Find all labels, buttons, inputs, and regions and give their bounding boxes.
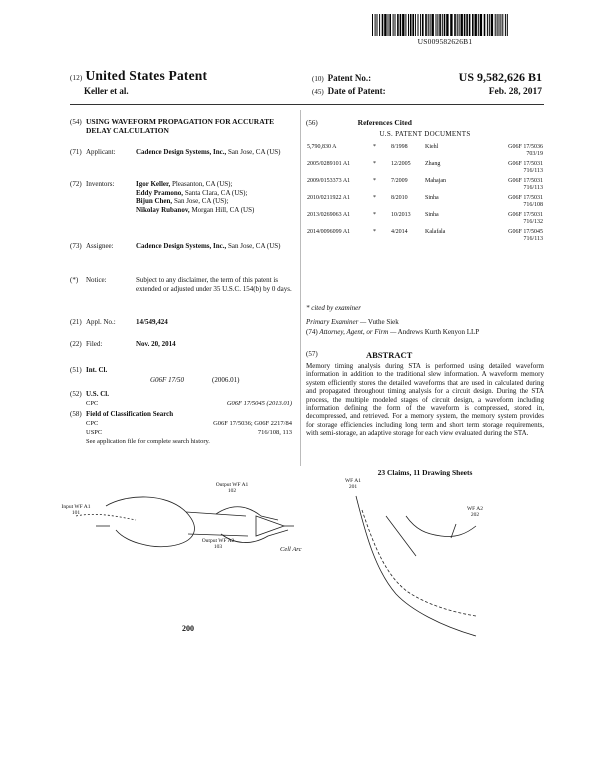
drawing-svg [56, 476, 546, 654]
appl-number: 14/549,424 [136, 318, 168, 326]
reference-row [306, 144, 544, 161]
waveform-curve-3 [406, 516, 476, 537]
field-uspc-prefix: USPC [86, 429, 103, 436]
inventor-3-location: San Jose, CA (US); [173, 197, 229, 206]
right-wf-a1-ref: 201 [348, 484, 358, 490]
claims-summary: 23 Claims, 11 Drawing Sheets [377, 468, 473, 477]
reference-class-main: G06F 17/5031 [508, 195, 543, 201]
barcode-bar [415, 14, 416, 36]
barcode-bar [499, 14, 500, 36]
references-heading [306, 118, 544, 127]
barcode-bar [432, 14, 434, 36]
examiner-name: Vuthe Siek [367, 318, 399, 326]
reference-name: Sinha [425, 195, 439, 201]
barcode-bar [454, 14, 456, 36]
refs-title: References Cited [357, 118, 412, 127]
reference-class-sub: 716/108 [523, 202, 543, 208]
barcode-bar [439, 14, 441, 36]
barcode-bar [466, 14, 468, 36]
abstract-code: (57) [306, 350, 318, 358]
reference-name: Mahajan [425, 178, 446, 184]
barcode-bar [478, 14, 479, 36]
output-waveform-1 [216, 507, 278, 520]
field-note: See application file for complete search history. [86, 438, 210, 445]
intcl-date: (2006.01) [212, 376, 240, 384]
header-rule [70, 104, 544, 105]
reference-class-main: G06F 17/5031 [508, 161, 543, 167]
inventor-short-name: Keller et al. [84, 86, 129, 96]
field-code: (58) [70, 410, 82, 418]
attorney-code: (74) [306, 328, 318, 336]
country-text: United States Patent [85, 68, 208, 83]
barcode-bar [450, 14, 452, 36]
figure-reference-number: 200 [182, 624, 194, 633]
field-uspc-row [86, 429, 292, 436]
reference-class-main: G06F 17/5045 [508, 229, 543, 235]
field-of-search [70, 410, 292, 419]
reference-name: Kalafala [425, 229, 446, 235]
barcode-bar [459, 14, 460, 36]
assignee-value [136, 242, 292, 251]
applicant-field [70, 148, 292, 157]
waveform-curve-2 [362, 510, 476, 616]
attorney-agent [306, 328, 544, 337]
barcode-bar [472, 14, 474, 36]
appl-label: Appl. No.: [86, 318, 116, 326]
assignee-name: Cadence Design Systems, Inc., [136, 242, 227, 250]
inventors-field [70, 180, 292, 214]
barcode [372, 14, 510, 36]
output2-wf-ref: 103 [213, 544, 223, 550]
uscl-label: U.S. Cl. [86, 390, 109, 398]
barcode-bar [388, 14, 389, 36]
notice-text: Subject to any disclaimer, the term of this patent is extended or adjusted under 35 U.S.C. 154(b) by 0 days. [136, 276, 292, 293]
title-text: USING WAVEFORM PROPAGATION FOR ACCURATE DELAY CALCULATION [86, 117, 275, 135]
reference-row [306, 195, 544, 212]
filed-field [70, 340, 292, 349]
uscl-row [86, 400, 292, 407]
barcode-bar [442, 14, 443, 36]
barcode-bar [420, 14, 421, 36]
barcode-bar [489, 14, 490, 36]
reference-class [480, 144, 544, 161]
appl-code: (21) [70, 318, 82, 326]
reference-date: 12/2005 [391, 161, 411, 167]
barcode-number: US009582626B1 [417, 37, 473, 46]
country-code: (12) [70, 74, 83, 82]
inventors-label: Inventors: [86, 180, 115, 188]
barcode-bar [405, 14, 406, 36]
field-cpc-row [86, 420, 292, 427]
reference-class [480, 161, 544, 178]
barcode-bar [400, 14, 402, 36]
reference-class [480, 229, 544, 246]
reference-date: 10/2013 [391, 212, 411, 218]
applicant-label: Applicant: [86, 148, 116, 156]
uscl-value: G06F 17/5045 (2013.01) [226, 400, 292, 407]
input-wf-ref: 101 [71, 510, 81, 516]
date-code: (45) [312, 88, 324, 96]
patent-no-code: (10) [312, 75, 324, 83]
reference-mark: * [373, 161, 376, 167]
barcode-bar [395, 14, 396, 36]
inventor-2-location: Santa Clara, CA (US); [184, 188, 248, 197]
reference-row [306, 161, 544, 178]
reference-class-main: G06F 17/5031 [508, 178, 543, 184]
input-wf-label [56, 504, 96, 516]
title-code: (54) [70, 118, 82, 126]
barcode-bar [382, 14, 384, 36]
right-wf-a2-text: WF A2 [466, 506, 484, 512]
barcode-bar [487, 14, 488, 36]
input-waveform-loop [106, 497, 194, 547]
barcode-bar [461, 14, 463, 36]
attorney-name: Andrews Kurth Kenyon LLP [397, 328, 480, 336]
reference-date: 4/2014 [391, 229, 408, 235]
reference-class-main: G06F 17/5031 [508, 212, 543, 218]
barcode-bar [444, 14, 446, 36]
reference-class [480, 212, 544, 229]
reference-class-sub: 716/113 [523, 236, 543, 242]
intcl-label: Int. Cl. [86, 366, 108, 374]
barcode-bar [500, 14, 501, 36]
output-wf-text: Output WF A1 [215, 482, 249, 488]
reference-class-sub: 716/132 [523, 219, 543, 225]
reference-name: Sinha [425, 212, 439, 218]
patent-no-label: Patent No.: [327, 73, 372, 83]
inventors-code: (72) [70, 180, 82, 188]
inventor-1-name: Igor Keller, [136, 180, 171, 188]
reference-mark: * [373, 229, 376, 235]
barcode-bar [375, 14, 376, 36]
references-subheading: U.S. PATENT DOCUMENTS [379, 130, 471, 138]
barcode-bar [410, 14, 412, 36]
barcode-bar [425, 14, 427, 36]
reference-mark: * [373, 144, 376, 150]
inventor-4-name: Nikolay Rubanov, [136, 205, 190, 214]
barcode-bar [372, 14, 373, 36]
reference-name: Kiehl [425, 144, 439, 150]
barcode-bar [497, 14, 498, 36]
attorney-label: Attorney, Agent, or Firm — [319, 328, 397, 336]
patent-title [70, 118, 292, 135]
inventor-1-location: Pleasanton, CA (US); [171, 180, 233, 188]
reference-class [480, 178, 544, 195]
reference-number: 2010/0211922 A1 [307, 195, 350, 201]
waveform-marker-line [386, 516, 416, 556]
applicant-name: Cadence Design Systems, Inc., [136, 148, 227, 156]
reference-class-sub: 716/113 [523, 168, 543, 174]
barcode-bar [402, 14, 404, 36]
refs-code: (56) [306, 119, 318, 127]
reference-mark: * [373, 212, 376, 218]
inventors-value [136, 180, 292, 214]
inventor-4-location: Morgan Hill, CA (US) [191, 205, 255, 214]
barcode-bar [408, 14, 409, 36]
barcode-bar [480, 14, 482, 36]
field-cpc-prefix: CPC [86, 420, 99, 427]
reference-date: 7/2009 [391, 178, 408, 184]
right-wf-a1-text: WF A1 [344, 478, 362, 484]
patent-number: US 9,582,626 B1 [458, 70, 542, 84]
inventor-4 [136, 206, 292, 215]
barcode-bar [389, 14, 391, 36]
waveform-curve-1 [356, 496, 476, 636]
reference-row [306, 178, 544, 195]
us-cl-field [70, 390, 292, 399]
barcode-bar [379, 14, 380, 36]
field-uspc-value: 716/108, 113 [257, 429, 292, 436]
barcode-bar [397, 14, 399, 36]
reference-number: 2013/0269063 A1 [307, 212, 351, 218]
reference-class [480, 195, 544, 212]
patent-date: Feb. 28, 2017 [488, 87, 542, 97]
inventor-1 [136, 180, 292, 189]
reference-mark: * [373, 178, 376, 184]
reference-class-sub: 703/19 [526, 151, 543, 157]
barcode-bar [475, 14, 477, 36]
barcode-bar [495, 14, 496, 36]
uscl-code: (52) [70, 390, 82, 398]
applicant-code: (71) [70, 148, 82, 156]
reference-number: 2005/0289101 A1 [307, 161, 351, 167]
barcode-bar [428, 14, 429, 36]
reference-date: 8/1998 [391, 144, 408, 150]
right-wf-a2-ref: 202 [470, 512, 480, 518]
filed-code: (22) [70, 340, 82, 348]
barcode-bar [505, 14, 506, 36]
barcode-bar [418, 14, 419, 36]
reference-number: 2009/0153373 A1 [307, 178, 351, 184]
reference-row [306, 229, 544, 246]
abstract-heading [306, 350, 544, 360]
barcode-bar [457, 14, 458, 36]
inventor-3-name: Bijun Chen, [136, 197, 173, 206]
reference-date: 8/2010 [391, 195, 408, 201]
notice-code: (*) [70, 276, 79, 284]
representative-drawing [56, 476, 546, 654]
reference-row [306, 212, 544, 229]
abstract-title: ABSTRACT [366, 350, 413, 360]
barcode-bar [436, 14, 437, 36]
barcode-bar [377, 14, 378, 36]
reference-number: 2014/0096099 A1 [307, 229, 351, 235]
applicant-location: San Jose, CA (US) [227, 148, 281, 156]
column-divider [300, 110, 301, 466]
int-cl-field [70, 366, 292, 375]
right-wf-a1-label [338, 478, 368, 490]
assignee-code: (73) [70, 242, 82, 250]
barcode-bar [491, 14, 493, 36]
patent-country-title [70, 68, 207, 84]
filed-date: Nov. 20, 2014 [136, 340, 176, 348]
reference-class-sub: 716/113 [523, 185, 543, 191]
assignee-label: Assignee: [86, 242, 114, 250]
barcode-bar [422, 14, 424, 36]
notice-field [70, 276, 292, 293]
figure-label: Cell Arc [280, 546, 302, 553]
notice-label: Notice: [86, 276, 107, 284]
applicant-value [136, 148, 292, 157]
input-wf-text: Input WF A1 [61, 504, 91, 510]
patent-number-block [312, 70, 542, 102]
output2-wf-text: Output WF A2 [201, 538, 235, 544]
date-label: Date of Patent: [327, 86, 386, 96]
barcode-bar [437, 14, 438, 36]
assignee-field [70, 242, 292, 251]
cell-triangle [256, 516, 284, 536]
intcl-code: (51) [70, 366, 82, 374]
patent-date-row [312, 86, 542, 102]
reference-name: Zhang [425, 161, 441, 167]
output-wf-ref: 102 [227, 488, 237, 494]
field-cpc-value: G06F 17/5036; G06F 2217/84 [213, 420, 292, 427]
right-wf-a2-label [460, 506, 490, 518]
barcode-bar [469, 14, 471, 36]
output-wf-label [210, 482, 254, 494]
barcode-bar [464, 14, 466, 36]
primary-examiner [306, 318, 544, 326]
barcode-bar [507, 14, 508, 36]
barcode-bar [384, 14, 386, 36]
cited-by-examiner: * cited by examiner [306, 304, 362, 312]
output2-wf-label [196, 538, 240, 550]
barcode-bar [484, 14, 486, 36]
cell-arc-line-2 [188, 534, 248, 536]
reference-class-main: G06F 17/5036 [508, 144, 543, 150]
barcode-bar [412, 14, 414, 36]
barcode-bar [502, 14, 503, 36]
barcode-bar [430, 14, 431, 36]
abstract-text: Memory timing analysis during STA is performed using detailed waveform information in addition to the traditional slew information. A waveform memory system efficiently stores the detailed waveforms that are used in calculated during and propagated throughout timing analysis for a circuit design. During the STA process, the multiple modeled stages of circuit design, a waveform including information defining the form of the waveform is compressed, stored in, decompressed, and retrieved. For a memory system, the memory system provides for storage efficiencies including long term and short term storage requirements, with semi-storage, an adaptive storage for each view evaluated during the STA. [306, 362, 544, 438]
inventor-3 [136, 197, 292, 206]
assignee-location: San Jose, CA (US) [227, 242, 281, 250]
barcode-bar [393, 14, 394, 36]
uscl-prefix: CPC [86, 400, 99, 407]
barcode-bar [446, 14, 448, 36]
references-table [306, 144, 544, 246]
filed-label: Filed: [86, 340, 103, 348]
field-label: Field of Classification Search [86, 410, 174, 418]
inventor-2-name: Eddy Pramono, [136, 188, 184, 197]
inventor-2 [136, 189, 292, 198]
reference-mark: * [373, 195, 376, 201]
patent-number-row [312, 70, 542, 86]
application-number-field [70, 318, 292, 327]
reference-number: 5,790,830 A [307, 144, 337, 150]
intcl-class: G06F 17/50 [150, 376, 185, 384]
examiner-label: Primary Examiner — [306, 318, 367, 326]
